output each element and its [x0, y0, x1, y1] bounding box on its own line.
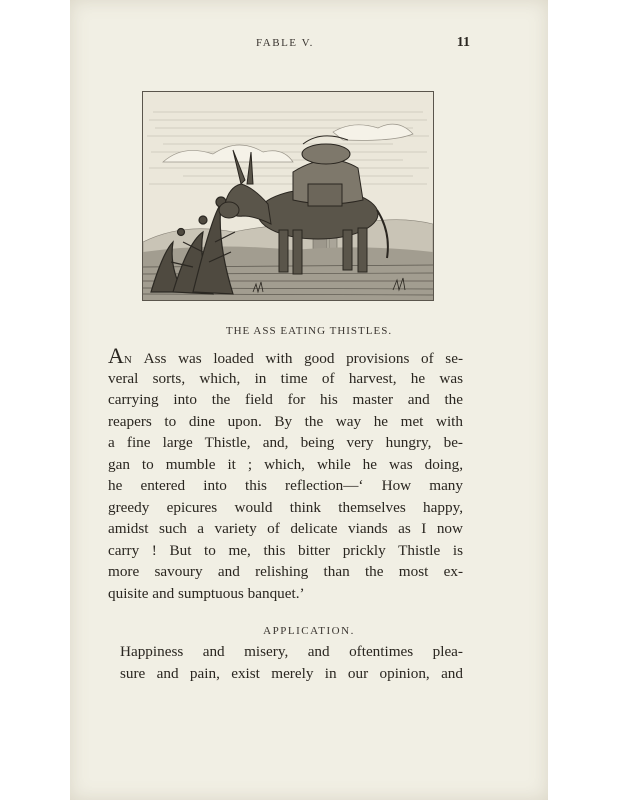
application-line: Happiness and misery, and oftentimes plea- [120, 643, 463, 660]
illustration-caption: THE ASS EATING THISTLES. [225, 325, 393, 337]
fable-line: veral sorts, which, in time of harvest, he was [108, 369, 463, 387]
donkey-illustration [142, 91, 434, 301]
fable-line: carrying into the field for his master and the [108, 391, 463, 408]
fable-line: more savoury and relishing than the most ex- [108, 563, 463, 580]
page-header [70, 35, 548, 55]
fable-line-text: Ass was loaded with good provisions of se- [132, 350, 463, 367]
fable-line [108, 343, 463, 368]
drop-cap: A [108, 343, 124, 368]
running-title: FABLE V. [256, 37, 314, 49]
fable-line: he entered into this reflection—‘ How many [108, 477, 463, 494]
fable-line: a fine large Thistle, and, being very hungry, be- [108, 434, 463, 451]
engraving-svg [143, 92, 433, 300]
fable-line: gan to mumble it ; which, while he was doing, [108, 455, 463, 473]
fable-line: carry ! But to me, this bitter prickly Thistle is [108, 541, 463, 559]
fable-line: amidst such a variety of delicate viands as I now [108, 520, 463, 537]
page-number: 11 [456, 35, 470, 50]
fable-text [108, 343, 463, 604]
first-word-rest: N [123, 354, 133, 366]
fable-line: reapers to dine upon. By the way he met with [108, 412, 463, 430]
application-line: sure and pain, exist merely in our opinion, and [120, 664, 463, 682]
fable-line: greedy epicures would think themselves happy, [108, 498, 463, 516]
book-page [70, 0, 548, 800]
application-text [120, 641, 463, 684]
fable-line: quisite and sumptuous banquet.’ [108, 584, 305, 602]
application-heading: APPLICATION. [263, 625, 355, 637]
